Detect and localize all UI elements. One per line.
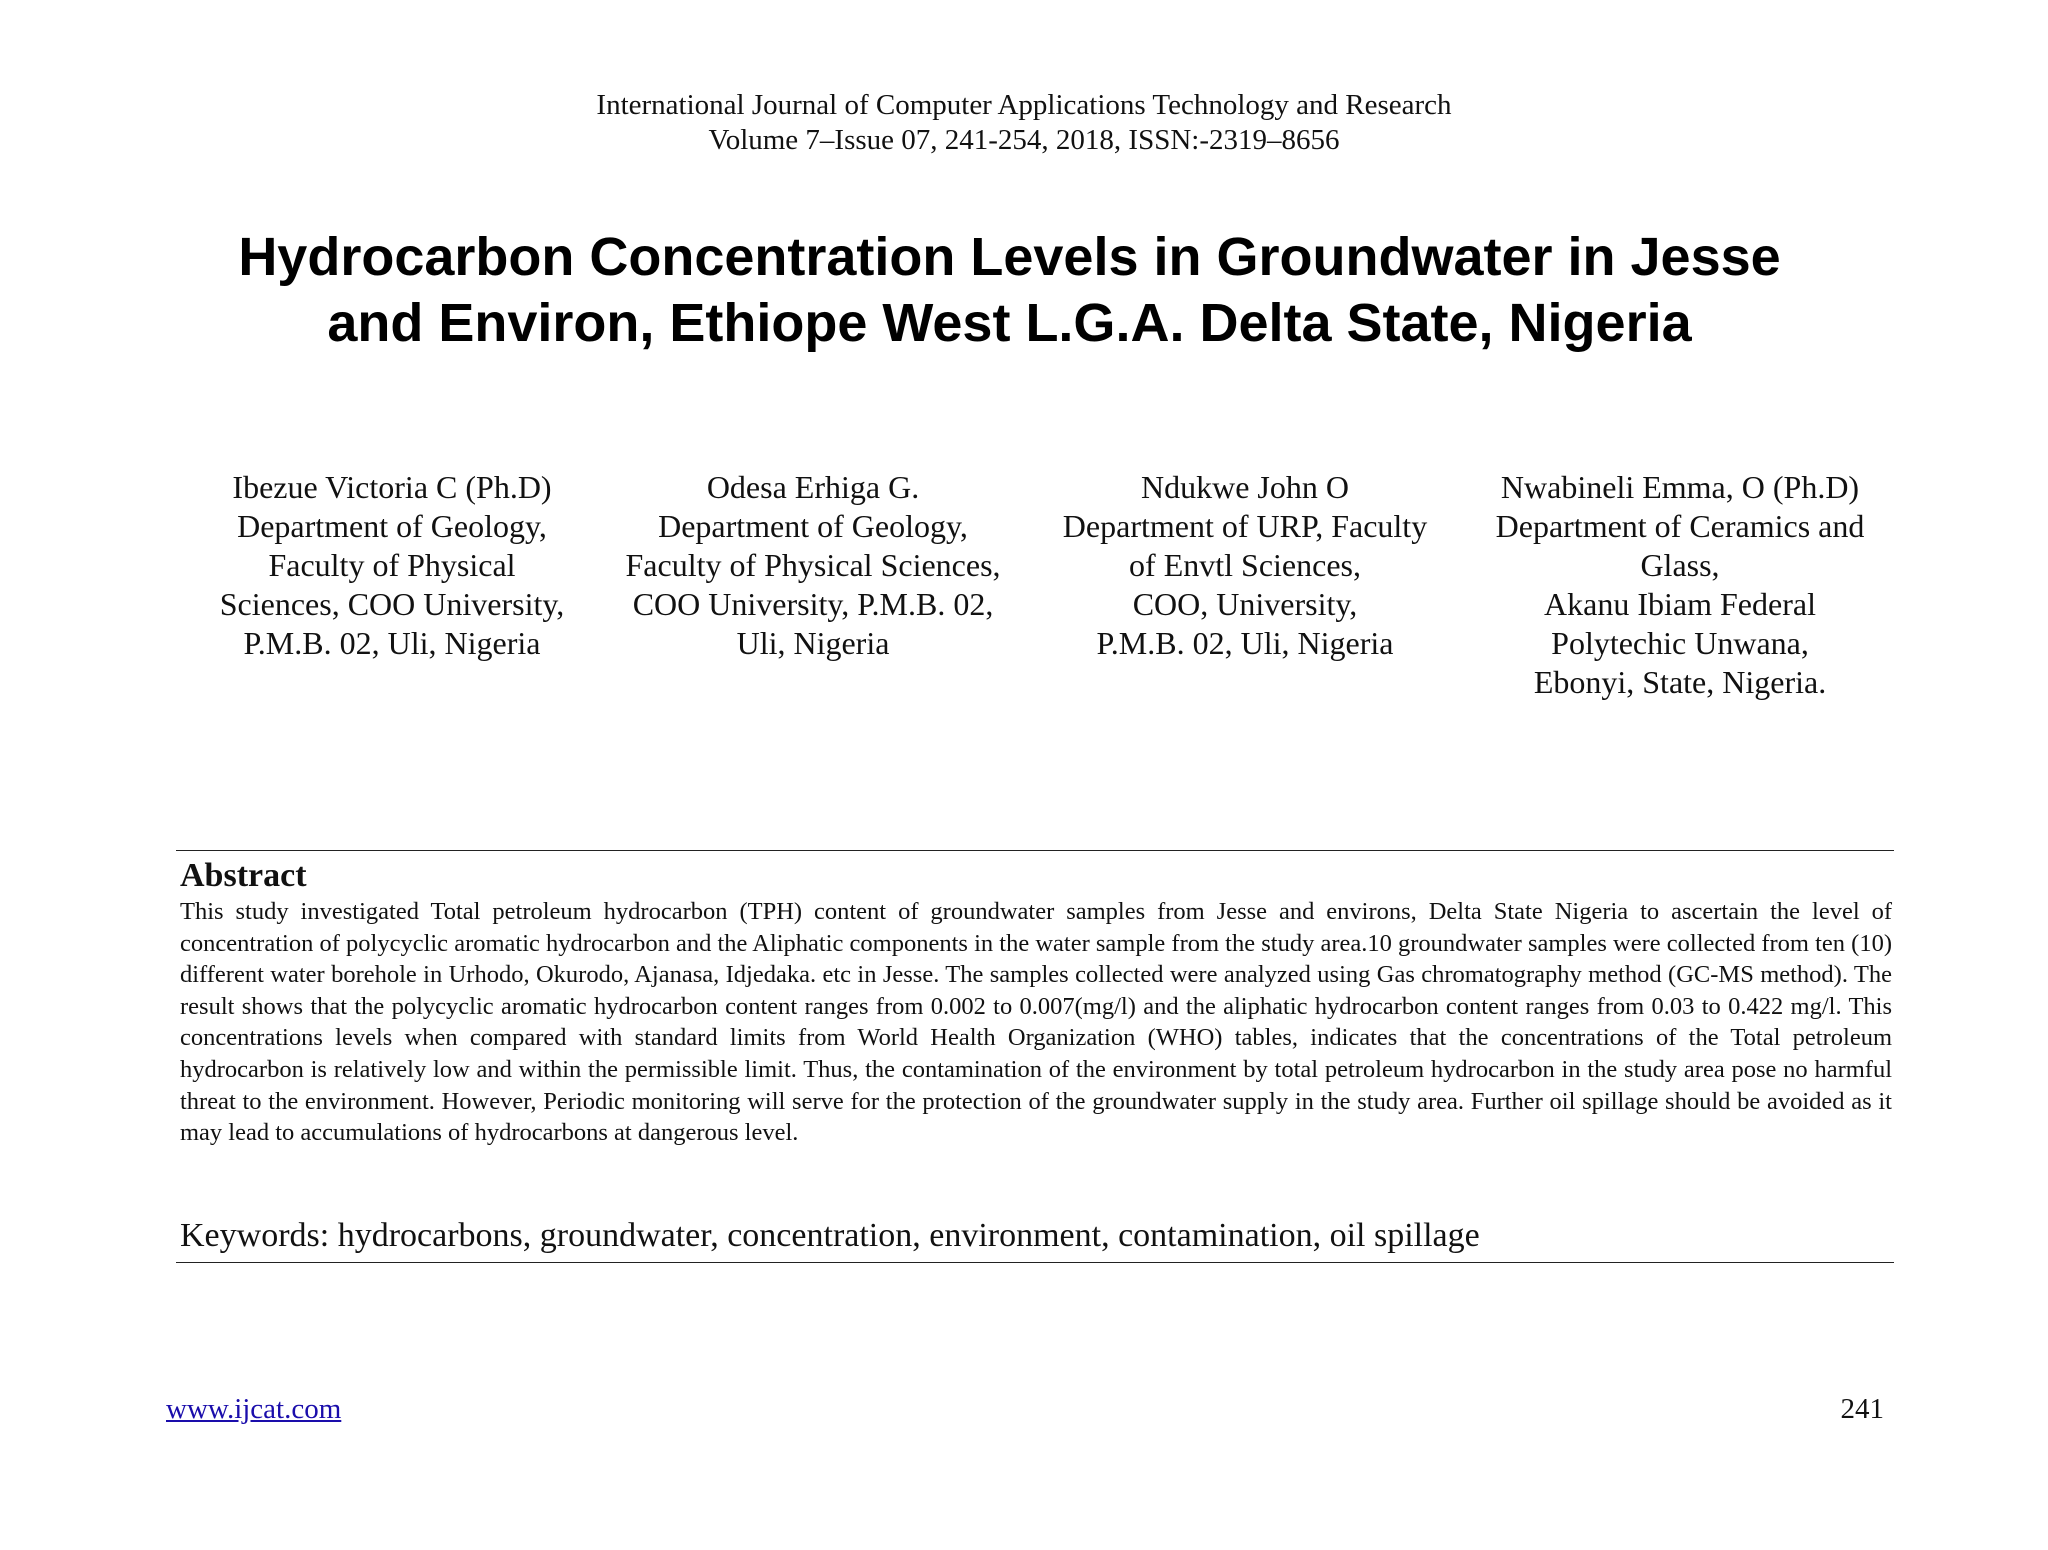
author-affiliation-line: P.M.B. 02, Uli, Nigeria (1096, 625, 1394, 661)
journal-website-link[interactable]: www.ijcat.com (166, 1393, 342, 1425)
journal-volume-info: Volume 7–Issue 07, 241-254, 2018, ISSN:-2319–8656 (708, 124, 1340, 156)
author-affiliation-line: COO University, P.M.B. 02, (632, 586, 994, 622)
author-affiliation-line: P.M.B. 02, Uli, Nigeria (243, 625, 541, 661)
author-affiliation-line: Uli, Nigeria (736, 625, 890, 661)
paper-title-line-2: and Environ, Ethiope West L.G.A. Delta State, Nigeria (327, 293, 1692, 353)
journal-header (0, 88, 2048, 158)
author-affiliation-line: Department of Geology, (237, 508, 547, 544)
abstract-heading: Abstract (180, 857, 307, 894)
author-affiliation-line: Polytechic Unwana, (1551, 625, 1809, 661)
author-block-4 (1470, 468, 1890, 702)
author-name: Nwabineli Emma, O (Ph.D) (1500, 469, 1860, 505)
author-block-2 (608, 468, 1018, 663)
author-affiliation-line: Faculty of Physical Sciences, (625, 547, 1001, 583)
author-affiliation-line: Akanu Ibiam Federal (1544, 586, 1816, 622)
author-affiliation-line: Faculty of Physical (268, 547, 516, 583)
author-name: Odesa Erhiga G. (706, 469, 920, 505)
author-affiliation-line: Department of Ceramics and (1495, 508, 1865, 544)
author-name: Ibezue Victoria C (Ph.D) (232, 469, 552, 505)
paper-title-line-1: Hydrocarbon Concentration Levels in Groundwater in Jesse (238, 227, 1781, 287)
author-affiliation-line: Department of URP, Faculty (1062, 508, 1428, 544)
author-name: Ndukwe John O (1141, 469, 1349, 505)
author-affiliation-line: COO, University, (1132, 586, 1358, 622)
author-block-1 (192, 468, 592, 663)
abstract-bottom-divider (176, 1262, 1894, 1263)
author-affiliation-line: of Envtl Sciences, (1129, 547, 1361, 583)
abstract-top-divider (176, 850, 1894, 851)
author-affiliation-line: Sciences, COO University, (219, 586, 565, 622)
author-affiliation-line: Department of Geology, (658, 508, 968, 544)
page-number: 241 (1840, 1393, 1884, 1425)
author-block-3 (1040, 468, 1450, 663)
author-affiliation-line: Glass, (1640, 547, 1720, 583)
author-affiliation-line: Ebonyi, State, Nigeria. (1533, 664, 1827, 700)
journal-name: International Journal of Computer Applications Technology and Research (596, 89, 1452, 121)
keywords-line: Keywords: hydrocarbons, groundwater, concentration, environment, contamination, oil spillage (180, 1217, 1480, 1254)
author-list (0, 468, 2048, 708)
abstract-text: This study investigated Total petroleum hydrocarbon (TPH) content of groundwater samples from Jesse and environs, Delta State Nigeria to ascertain the level of concentration of polycyclic aromatic hydrocarbon and the Aliphatic components in the water sample from the study area.10 groundwater samples were collected from ten (10) different water borehole in Urhodo, Okurodo, Ajanasa, Idjedaka. etc in Jesse. The samples collected were analyzed using Gas chromatography method (GC-MS method). The result shows that the polycyclic aromatic hydrocarbon content ranges from 0.002 to 0.007(mg/l) and the aliphatic hydrocarbon content ranges from 0.03 to 0.422 mg/l. This concentrations levels when compared with standard limits from World Health Organization (WHO) tables, indicates that the concentrations of the Total petroleum hydrocarbon is relatively low and within the permissible limit. Thus, the contamination of the environment by total petroleum hydrocarbon in the study area pose no harmful threat to the environment. However, Periodic monitoring will serve for the protection of the groundwater supply in the study area. Further oil spillage should be avoided as it may lead to accumulations of hydrocarbons at dangerous level. (180, 898, 1892, 1147)
paper-title (120, 224, 1899, 356)
